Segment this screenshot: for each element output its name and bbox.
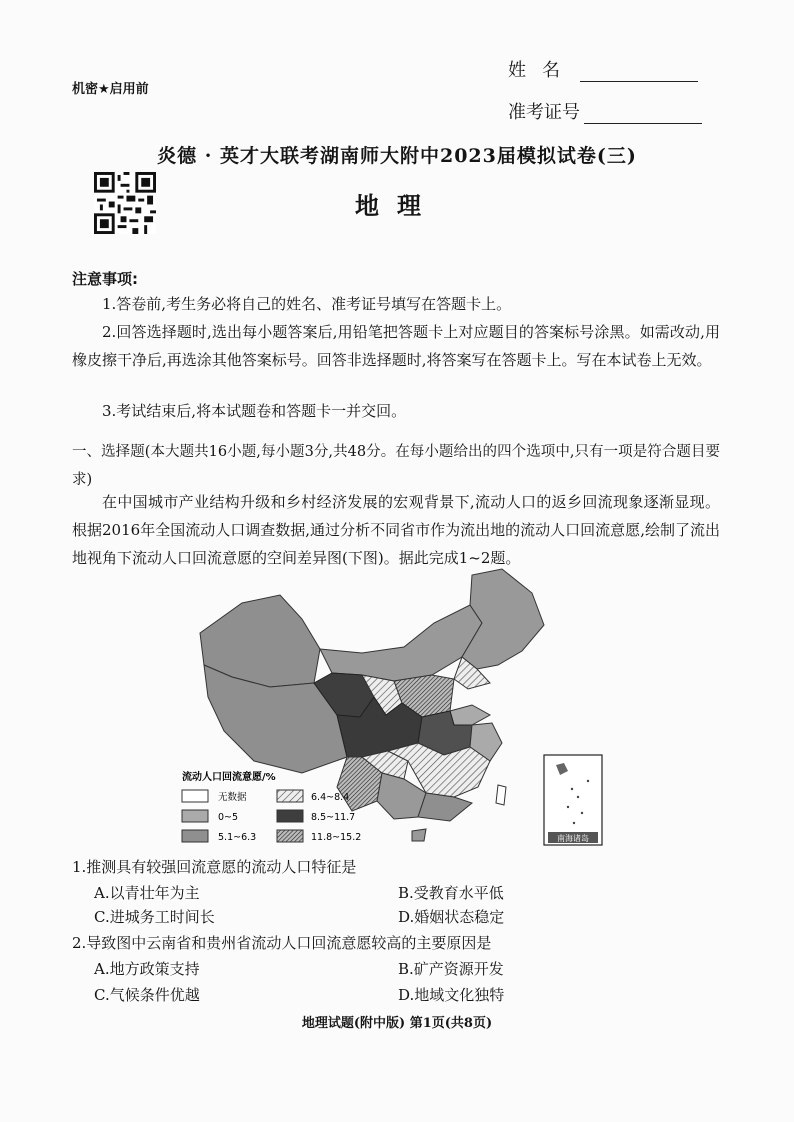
- notice-item-3: 3.考试结束后,将本试题卷和答题卡一并交回。: [102, 402, 407, 420]
- legend-swatch-nodata: [182, 790, 208, 802]
- section-heading: 一、选择题(本大题共16小题,每小题3分,共48分。在每小题给出的四个选项中,只有一项是符合题目要求): [72, 444, 720, 488]
- q1-option-b[interactable]: B.受教育水平低: [398, 884, 504, 902]
- legend-swatch-5-1: [182, 830, 208, 842]
- exam-id-label: 准考证号: [508, 102, 580, 123]
- exam-title: 炎德 · 英才大联考湖南师大附中2023届模拟试卷(三): [157, 145, 637, 167]
- legend-swatch-0: [182, 810, 208, 822]
- region-guangdong: [418, 793, 472, 821]
- legend-label-5-1: 5.1~6.3: [218, 832, 257, 843]
- notice-item-2: 2.回答选择题时,选出每小题答案后,用铅笔把答题卡上对应题目的答案标号涂黑。如需改动,用橡皮擦干净后,再选涂其他答案标号。回答非选择题时,将答案写在答题卡上。写在本试卷上无效。: [72, 323, 720, 369]
- legend-swatch-11-8: [277, 830, 303, 842]
- q1-option-d[interactable]: D.婚姻状态稳定: [398, 908, 505, 926]
- question-1-stem: 1.推测具有较强回流意愿的流动人口特征是: [72, 858, 357, 876]
- subject-title: 地理: [355, 192, 439, 220]
- legend-label-nodata: 无数据: [218, 792, 247, 803]
- south-china-sea-inset: [544, 755, 602, 845]
- legend-swatch-8-5: [277, 810, 303, 822]
- q1-option-a[interactable]: A.以青壮年为主: [94, 884, 200, 902]
- question-2-stem: 2.导致图中云南省和贵州省流动人口回流意愿较高的主要原因是: [72, 934, 492, 952]
- legend-swatch-6-4: [277, 790, 303, 802]
- name-field[interactable]: [508, 56, 698, 82]
- question-intro: 在中国城市产业结构升级和乡村经济发展的宏观背景下,流动人口的返乡回流现象逐渐显现。根据2016年全国流动人口调查数据,通过分析不同省市作为流出地的流动人口回流意愿,绘制了流出地视角下流动人口回流意愿的空间差异图(下图)。据此完成1~2题。: [72, 493, 720, 567]
- q2-option-c[interactable]: C.气候条件优越: [94, 986, 200, 1004]
- legend-label-11-8: 11.8~15.2: [311, 832, 362, 843]
- legend-title: 流动人口回流意愿/%: [182, 772, 276, 783]
- q2-option-b[interactable]: B.矿产资源开发: [398, 960, 504, 978]
- exam-id-blank[interactable]: [584, 105, 702, 124]
- legend-label-0: 0~5: [218, 812, 239, 823]
- q1-option-c[interactable]: C.进城务工时间长: [94, 908, 215, 926]
- region-shandong: [450, 705, 490, 725]
- notice-item-1: 1.答卷前,考生务必将自己的姓名、准考证号填写在答题卡上。: [102, 295, 512, 313]
- page-footer: 地理试题(附中版) 第1页(共8页): [301, 1016, 493, 1031]
- legend-label-8-5: 8.5~11.7: [311, 812, 356, 823]
- q2-option-a[interactable]: A.地方政策支持: [94, 960, 200, 978]
- name-label: 姓名: [508, 60, 576, 81]
- return-intention-map: [172, 565, 632, 850]
- exam-id-field[interactable]: [508, 98, 702, 124]
- confidential-label: 机密★启用前: [72, 82, 149, 97]
- legend: [182, 790, 361, 843]
- notice-title: 注意事项:: [72, 270, 138, 288]
- region-taiwan: [496, 785, 506, 805]
- region-hainan: [412, 829, 426, 841]
- q2-option-d[interactable]: D.地域文化独特: [398, 986, 505, 1004]
- legend-label-6-4: 6.4~8.4: [311, 792, 350, 803]
- inset-label: 南海诸岛: [557, 834, 589, 843]
- name-blank[interactable]: [580, 63, 698, 82]
